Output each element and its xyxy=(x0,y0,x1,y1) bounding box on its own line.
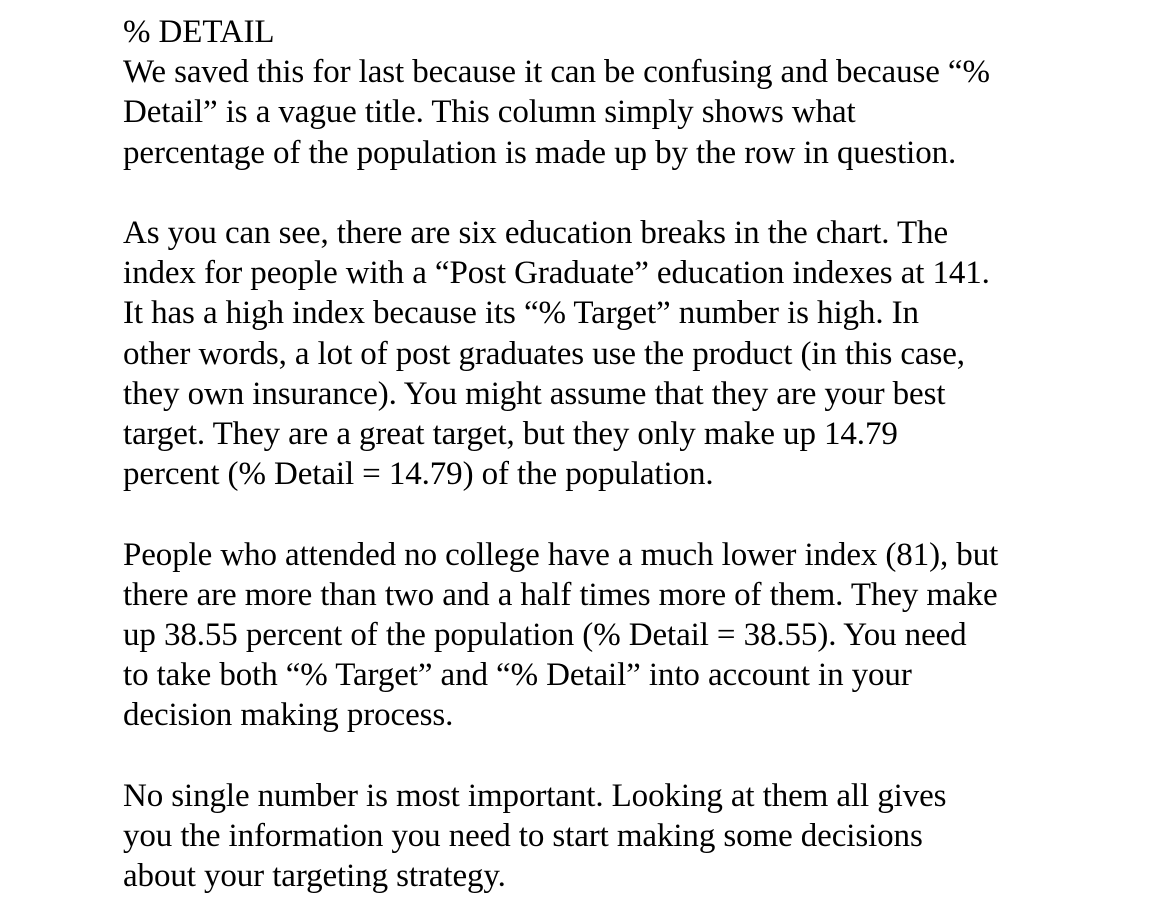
paragraph-line: We saved this for last because it can be confusing and because “% xyxy=(123,54,990,91)
paragraph-line: other words, a lot of post graduates use the product (in this case, xyxy=(123,335,965,372)
paragraph-line: you the information you need to start making some decisions xyxy=(123,818,923,855)
paragraph-line: index for people with a “Post Graduate” education indexes at 141. xyxy=(123,255,990,292)
section-heading: % DETAIL xyxy=(123,14,275,50)
paragraph-spacer xyxy=(123,494,1163,534)
paragraph-line: about your targeting strategy. xyxy=(123,858,506,895)
paragraph-no-college xyxy=(123,535,1163,736)
paragraph-line: People who attended no college have a much lower index (81), but xyxy=(123,536,999,573)
paragraph-line: No single number is most important. Looking at them all gives xyxy=(123,777,947,814)
paragraph-line: they own insurance). You might assume that they are your best xyxy=(123,375,946,412)
paragraph-conclusion xyxy=(123,776,1163,897)
paragraph-line: percentage of the population is made up by the row in question. xyxy=(123,134,957,171)
paragraph-intro xyxy=(123,52,1163,173)
paragraph-line: decision making process. xyxy=(123,697,454,734)
paragraph-line: As you can see, there are six education breaks in the chart. The xyxy=(123,215,948,251)
paragraph-line: target. They are a great target, but they only make up 14.79 xyxy=(123,416,898,453)
paragraph-line: up 38.55 percent of the population (% Detail = 38.55). You need xyxy=(123,617,967,654)
paragraph-line: percent (% Detail = 14.79) of the population. xyxy=(123,456,714,493)
paragraph-line: there are more than two and a half times more of them. They make xyxy=(123,576,998,613)
document-page xyxy=(123,12,1163,896)
paragraph-spacer xyxy=(123,736,1163,776)
paragraph-post-graduate xyxy=(123,213,1163,494)
paragraph-line: to take both “% Target” and “% Detail” into account in your xyxy=(123,657,912,694)
paragraph-spacer xyxy=(123,173,1163,213)
paragraph-line: Detail” is a vague title. This column simply shows what xyxy=(123,94,856,131)
paragraph-line: It has a high index because its “% Target” number is high. In xyxy=(123,295,919,332)
